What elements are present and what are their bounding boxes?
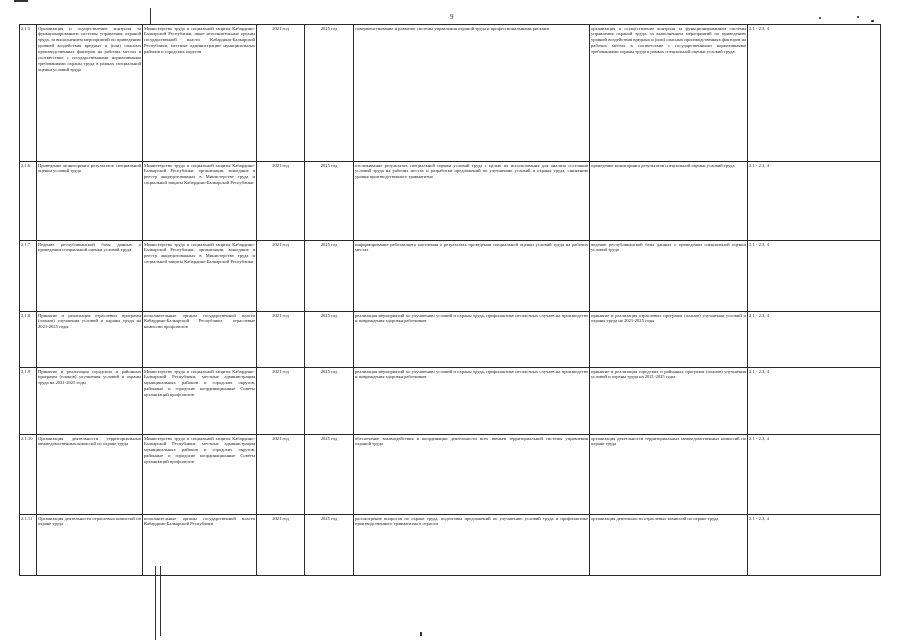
link-code: 2.1 - 2.3, 4 xyxy=(748,515,881,576)
end-year: 2025 год xyxy=(305,25,354,162)
table-row xyxy=(20,312,881,368)
end-year: 2025 год xyxy=(305,241,354,312)
indicator: проведение мониторинга результатов специальной оценки условий труда xyxy=(590,162,748,241)
end-year: 2025 год xyxy=(305,435,354,515)
link-code: 2.1 - 2.3, 4 xyxy=(748,368,881,435)
indicator: организация деятельности территориальных межведомственных комиссий по охране труда xyxy=(590,435,748,515)
end-year: 2025 год xyxy=(305,162,354,241)
table-row xyxy=(20,162,881,241)
measure-name: Принятие и реализация отраслевых программ (планов) улучшения условий и охраны труда на 2021-2025 годы xyxy=(37,312,143,368)
scan-line xyxy=(14,0,28,2)
scan-line xyxy=(420,632,422,636)
item-number: 2.1.10 xyxy=(20,435,37,515)
measure-name: Проведение мониторинга результатов специальной оценки условий труда xyxy=(37,162,143,241)
table-row xyxy=(20,515,881,576)
end-year: 2025 год xyxy=(305,515,354,576)
table-row xyxy=(20,25,881,162)
start-year: 2021 год xyxy=(257,368,305,435)
indicator: принятие и реализация отраслевых программ (планов) улучшения условий и охраны труда на 2021-2025 годы xyxy=(590,312,748,368)
measure-name: Ведение республиканской базы данных о проведении специальной оценки условий труда xyxy=(37,241,143,312)
link-code: 2.1 - 2.3, 4 xyxy=(748,312,881,368)
executors: исполнительные органы государственной власти Кабардино-Балкарской Республики xyxy=(143,515,257,576)
expected-result: обеспечение взаимодействия и координации деятельности всех звеньев территориальной системы управления охраной труда xyxy=(354,435,590,515)
scan-dot xyxy=(819,17,821,19)
start-year: 2021 год xyxy=(257,241,305,312)
expected-result: реализация мероприятий по улучшению условий и охраны труда, профилактике несчастных случаев на производстве и повреждения здоровья работников xyxy=(354,312,590,368)
executors: исполнительные органы государственной власти Кабардино-Балкарской Республики, отраслевые комиссии профсоюзов xyxy=(143,312,257,368)
table-row xyxy=(20,241,881,312)
scan-line xyxy=(155,566,156,640)
start-year: 2021 год xyxy=(257,435,305,515)
link-code: 2.1 - 2.3, 4 xyxy=(748,241,881,312)
start-year: 2021 год xyxy=(257,312,305,368)
executors: Министерство труда и социальной защиты Кабардино-Балкарской Республики, организации, вошедшие в реестр аккредитованных в Министерстве труда и социальной защиты Кабардино-Балкарской Республики xyxy=(143,162,257,241)
end-year: 2025 год xyxy=(305,368,354,435)
executors: Министерство труда и социальной защиты Кабардино-Балкарской Республики, иные исполнительные органы государственной власти Кабардино-Балкарской Республики, местные администрации муниципальных районов и городских округов xyxy=(143,25,257,162)
indicator: организация и осуществление контроля за функционированием системы управления охраной труда, за выполнением мероприятий по приведению уровней воздействия вредных и (или) опасных производственных факторов на рабочих местах в соответствие с государственными нормативными требованиями охраны труда в рамках специальной оценки условий труда xyxy=(590,25,748,162)
item-number: 2.1.9 xyxy=(20,368,37,435)
executors: Министерство труда и социальной защиты Кабардино-Балкарской Республики, организации, вошедшие в реестр аккредитованных в Министерстве труда и социальной защиты Кабардино-Балкарской Республики xyxy=(143,241,257,312)
link-code: 2.1 - 2.3, 4 xyxy=(748,25,881,162)
start-year: 2021 год xyxy=(257,162,305,241)
scan-dot xyxy=(857,16,859,18)
expected-result: реализация мероприятий по улучшению условий и охраны труда, профилактике несчастных случаев на производстве и повреждения здоровья работников xyxy=(354,368,590,435)
expected-result: рассмотрение вопросов по охране труда, подготовка предложений по улучшению условий труда и профилактике производственного травматизма в отрасли xyxy=(354,515,590,576)
item-number: 2.1.6 xyxy=(20,162,37,241)
scan-line xyxy=(150,8,151,24)
scan-dot xyxy=(871,20,874,22)
link-code: 2.1 - 2.3, 4 xyxy=(748,162,881,241)
indicator: организация деятельности отраслевых комиссий по охране труда xyxy=(590,515,748,576)
item-number: 2.1.11 xyxy=(20,515,37,576)
measure-name: Организация деятельности отраслевых комиссий по охране труда xyxy=(37,515,143,576)
end-year: 2025 год xyxy=(305,312,354,368)
table-row xyxy=(20,435,881,515)
indicator: принятие и реализация городских и районных программ (планов) улучшения условий и охраны труда на 2021-2025 годы xyxy=(590,368,748,435)
table-row xyxy=(20,368,881,435)
measure-name: Организация и осуществление контроля за функционированием системы управления охраной труда, за выполнением мероприятий по приведению уровней воздействия вредных и (или) опасных производственных факторов на рабочих местах в соответствие с государственными нормативными требованиями охраны труда в рамках специальной оценки условий труда xyxy=(37,25,143,162)
start-year: 2021 год xyxy=(257,515,305,576)
page-number: 9 xyxy=(450,13,454,21)
link-code: 2.1 - 2.3, 4 xyxy=(748,435,881,515)
measure-name: Организация деятельности территориальных межведомственных комиссий по охране труда xyxy=(37,435,143,515)
executors: Министерство труда и социальной защиты Кабардино-Балкарской Республики, местные администрации муниципальных районов и городских округов, районные и городские координационные Советы организаций профсоюзов xyxy=(143,435,257,515)
measures-table xyxy=(19,24,881,576)
start-year: 2021 год xyxy=(257,25,305,162)
indicator: ведение республиканской базы данных о проведении специальной оценки условий труда xyxy=(590,241,748,312)
expected-result: совершенствование и развитие системы управления охраной труда и профессиональными рисками xyxy=(354,25,590,162)
item-number: 2.1.8 xyxy=(20,312,37,368)
expected-result: отслеживание результатов специальной оценки условий труда с целью их использования для анализа состояния условий труда на рабочих местах и разработки предложений по улучшению условий и охраны труда, снижению уровня производственного травматизма xyxy=(354,162,590,241)
item-number: 2.1.5 xyxy=(20,25,37,162)
item-number: 2.1.7 xyxy=(20,241,37,312)
expected-result: информирование работающего населения о результатах проведения специальной оценки условий труда на рабочих местах xyxy=(354,241,590,312)
executors: Министерство труда и социальной защиты Кабардино-Балкарской Республики, местные администрации муниципальных районов и городских округов, районные и городские координационные Советы организаций профсоюзов xyxy=(143,368,257,435)
scan-line xyxy=(160,566,161,636)
measure-name: Принятие и реализация городских и районных программ (планов) улучшения условий и охраны труда на 2021-2025 годы xyxy=(37,368,143,435)
